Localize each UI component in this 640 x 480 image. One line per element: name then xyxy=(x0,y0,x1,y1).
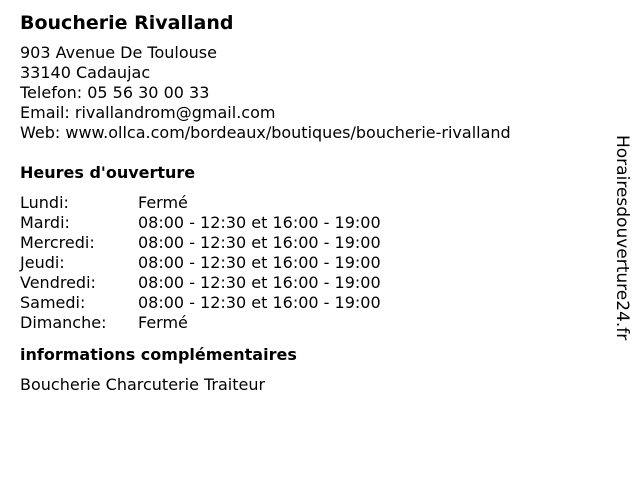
hours-row-jeudi xyxy=(20,253,605,273)
day-hours: 08:00 - 12:30 et 16:00 - 19:00 xyxy=(138,293,381,312)
hours-row-vendredi xyxy=(20,273,605,293)
shop-card xyxy=(20,12,605,395)
web-label: Web: xyxy=(20,123,66,142)
day-hours: 08:00 - 12:30 et 16:00 - 19:00 xyxy=(138,273,381,292)
hours-row-lundi xyxy=(20,193,605,213)
hours-row-samedi xyxy=(20,293,605,313)
web-line xyxy=(20,123,605,143)
email-line: Email: rivallandrom@gmail.com xyxy=(20,103,276,122)
day-label: Dimanche: xyxy=(20,313,107,332)
site-watermark: Horairesdouverture24.fr xyxy=(612,135,632,341)
day-hours: Fermé xyxy=(138,193,188,212)
day-label: Samedi: xyxy=(20,293,86,312)
hours-row-dimanche xyxy=(20,313,605,333)
info-title: informations complémentaires xyxy=(20,345,297,364)
day-label: Lundi: xyxy=(20,193,69,212)
street-address: 903 Avenue De Toulouse xyxy=(20,43,217,62)
shop-name: Boucherie Rivalland xyxy=(20,12,234,34)
day-label: Jeudi: xyxy=(20,253,65,272)
day-label: Vendredi: xyxy=(20,273,96,292)
day-hours: 08:00 - 12:30 et 16:00 - 19:00 xyxy=(138,213,381,232)
hours-title: Heures d'ouverture xyxy=(20,163,196,182)
day-label: Mardi: xyxy=(20,213,70,232)
day-hours: 08:00 - 12:30 et 16:00 - 19:00 xyxy=(138,233,381,252)
hours-table xyxy=(20,193,605,333)
web-link[interactable]: www.ollca.com/bordeaux/boutiques/boucherie-rivalland xyxy=(65,123,511,142)
hours-row-mercredi xyxy=(20,233,605,253)
city-address: 33140 Cadaujac xyxy=(20,63,151,82)
info-text: Boucherie Charcuterie Traiteur xyxy=(20,375,266,394)
day-hours: Fermé xyxy=(138,313,188,332)
hours-row-mardi xyxy=(20,213,605,233)
day-hours: 08:00 - 12:30 et 16:00 - 19:00 xyxy=(138,253,381,272)
day-label: Mercredi: xyxy=(20,233,95,252)
address-block xyxy=(20,43,605,143)
phone-line: Telefon: 05 56 30 00 33 xyxy=(20,83,210,102)
